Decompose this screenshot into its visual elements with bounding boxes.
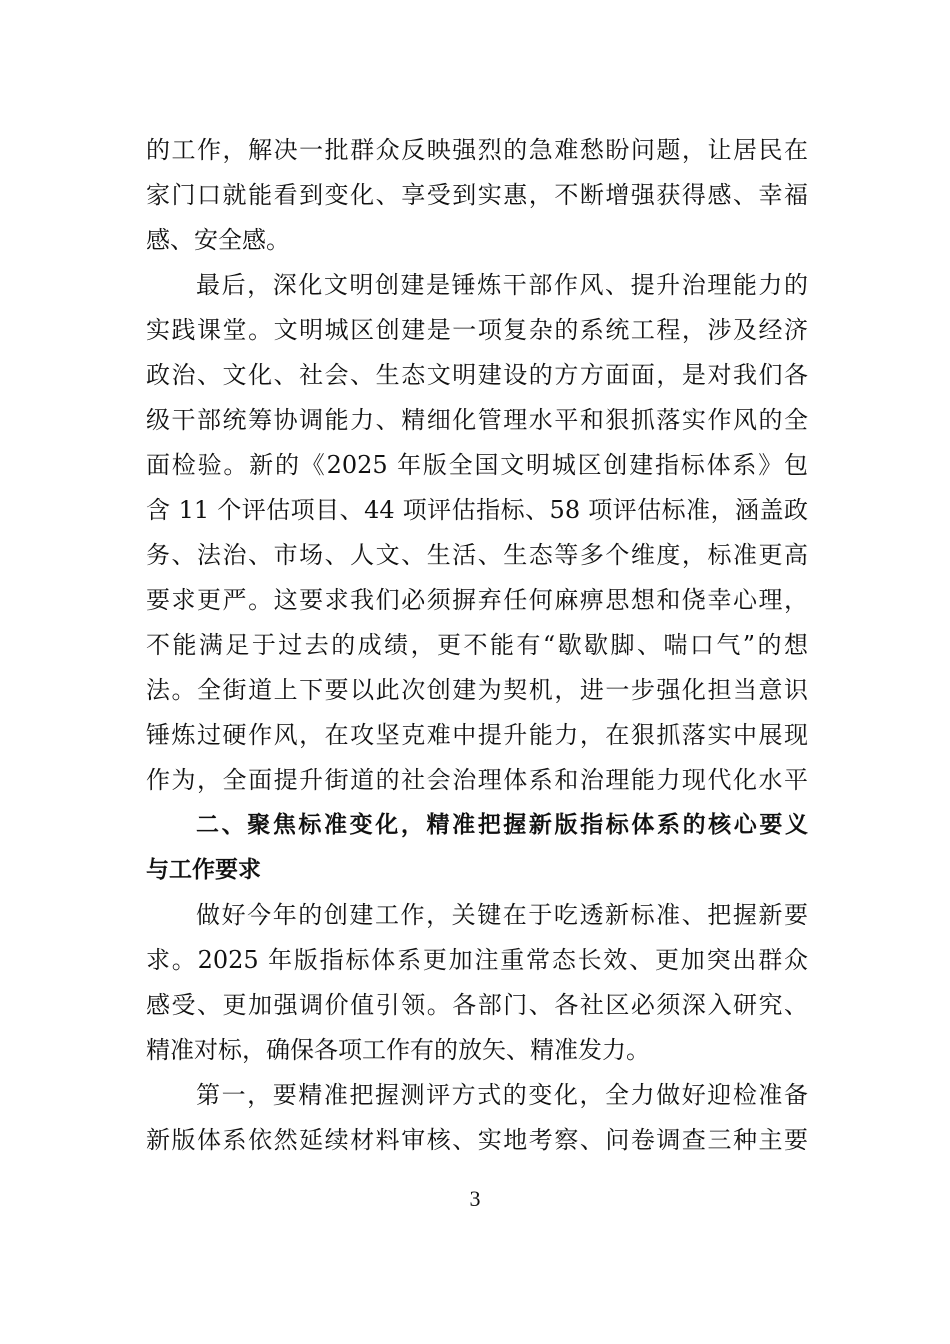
- paragraph-line: 感、安全感。: [146, 226, 290, 254]
- paragraph-line: 实践课堂。文明城区创建是一项复杂的系统工程，涉及经济: [146, 316, 808, 344]
- paragraph-line: 最后，深化文明创建是锤炼干部作风、提升治理能力的: [196, 271, 808, 299]
- section-heading-line: 二、聚焦标准变化，精准把握新版指标体系的核心要义: [196, 812, 808, 838]
- paragraph-line: 要求更严。这要求我们必须摒弃任何麻痹思想和侥幸心理，: [146, 586, 808, 614]
- paragraph-line: 新版体系依然延续材料审核、实地考察、问卷调查三种主要: [146, 1126, 808, 1154]
- paragraph-line: 含 11 个评估项目、44 项评估指标、58 项评估标准，涵盖政: [146, 496, 808, 524]
- paragraph-line: 政治、文化、社会、生态文明建设的方方面面，是对我们各: [146, 361, 808, 389]
- paragraph-line: 精准对标，确保各项工作有的放矢、精准发力。: [146, 1036, 650, 1064]
- paragraph-line: 求。2025 年版指标体系更加注重常态长效、更加突出群众: [146, 946, 808, 974]
- paragraph-line: 感受、更加强调价值引领。各部门、各社区必须深入研究、: [146, 991, 808, 1019]
- paragraph-line: 务、法治、市场、人文、生活、生态等多个维度，标准更高: [146, 541, 808, 569]
- paragraph-line: 作为，全面提升街道的社会治理体系和治理能力现代化水平: [146, 766, 808, 794]
- paragraph-line: 不能满足于过去的成绩，更不能有“歇歇脚、喘口气”的想: [146, 631, 808, 659]
- body-text: [146, 128, 808, 1163]
- paragraph-line: 锤炼过硬作风，在攻坚克难中提升能力，在狠抓落实中展现: [146, 721, 808, 749]
- paragraph-line: 做好今年的创建工作，关键在于吃透新标准、把握新要: [196, 901, 808, 929]
- paragraph-line: 第一，要精准把握测评方式的变化，全力做好迎检准备: [196, 1081, 808, 1109]
- paragraph-line: 法。全街道上下要以此次创建为契机，进一步强化担当意识: [146, 676, 808, 704]
- paragraph-line: 面检验。新的《2025 年版全国文明城区创建指标体系》包: [146, 451, 808, 479]
- paragraph-line: 家门口就能看到变化、享受到实惠，不断增强获得感、幸福: [146, 181, 808, 209]
- paragraph-line: 级干部统筹协调能力、精细化管理水平和狠抓落实作风的全: [146, 406, 808, 434]
- page-number: 3: [469, 1186, 481, 1211]
- paragraph-line: 的工作，解决一批群众反映强烈的急难愁盼问题，让居民在: [146, 136, 808, 164]
- section-heading-line: 与工作要求: [146, 857, 261, 883]
